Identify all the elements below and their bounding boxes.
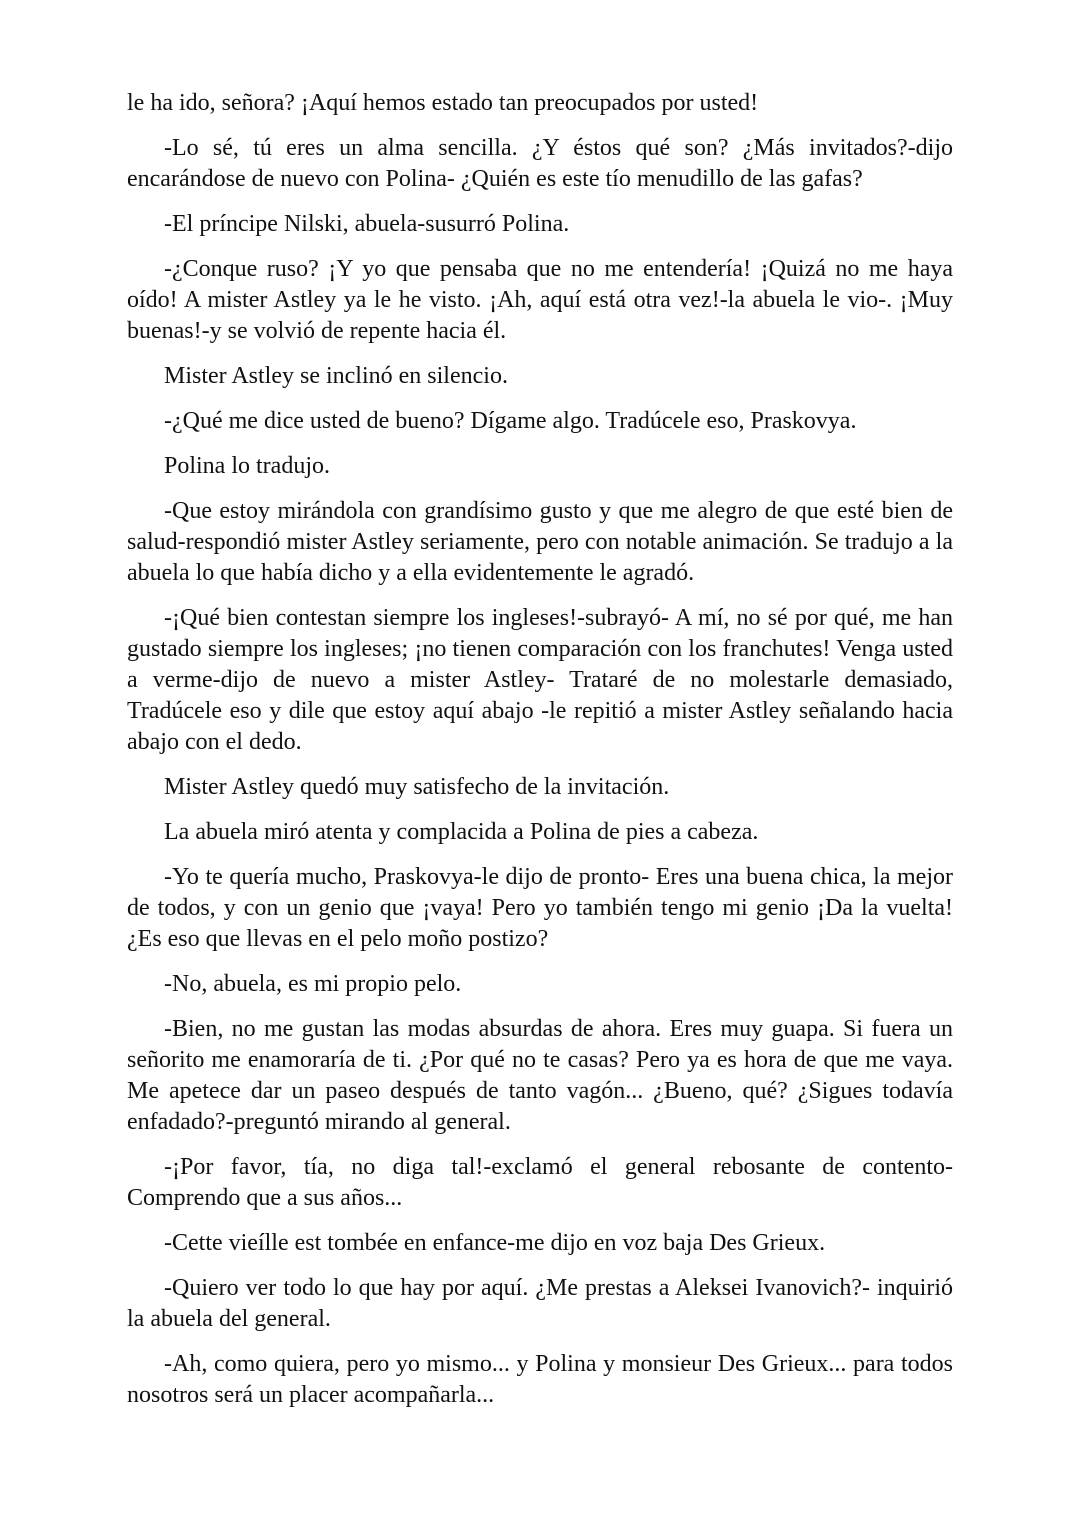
paragraph: -Yo te quería mucho, Praskovya-le dijo de pronto- Eres una buena chica, la mejor de todos, y con un genio que ¡vaya! Pero yo también tengo mi genio ¡Da la vuelta! ¿Es eso que llevas en el pelo moño postizo? — [127, 864, 953, 952]
paragraph: -¿Qué me dice usted de bueno? Dígame algo. Tradúcele eso, Praskovya. — [164, 408, 857, 434]
paragraph: -Lo sé, tú eres un alma sencilla. ¿Y éstos qué son? ¿Más invitados?-dijo encarándose de nuevo con Polina- ¿Quién es este tío menudillo de las gafas? — [127, 135, 953, 192]
paragraph: -No, abuela, es mi propio pelo. — [164, 971, 462, 997]
paragraph: le ha ido, señora? ¡Aquí hemos estado tan preocupados por usted! — [127, 90, 759, 116]
paragraph: -Quiero ver todo lo que hay por aquí. ¿Me prestas a Aleksei Ivanovich?- inquirió la abuela del general. — [127, 1275, 953, 1332]
paragraph: -Cette vieílle est tombée en enfance-me dijo en voz baja Des Grieux. — [164, 1230, 826, 1256]
paragraph: La abuela miró atenta y complacida a Polina de pies a cabeza. — [164, 819, 759, 845]
paragraph: -Ah, como quiera, pero yo mismo... y Polina y monsieur Des Grieux... para todos nosotros será un placer acompañarla... — [127, 1351, 953, 1408]
paragraph: Mister Astley se inclinó en silencio. — [164, 363, 508, 389]
paragraph: Polina lo tradujo. — [164, 453, 330, 479]
paragraph: -Que estoy mirándola con grandísimo gusto y que me alegro de que esté bien de salud-respondió mister Astley seriamente, pero con notable animación. Se tradujo a la abuela lo que había dicho y a ella evidentemente le agradó. — [127, 498, 953, 586]
paragraph: Mister Astley quedó muy satisfecho de la invitación. — [164, 774, 670, 800]
document-page — [127, 88, 953, 1425]
paragraph: -¡Qué bien contestan siempre los ingleses!-subrayó- A mí, no sé por qué, me han gustado siempre los ingleses; ¡no tienen comparación con los franchutes! Venga usted a verme-dijo de nuevo a mister Astley- Trataré de no molestarle demasiado, Tradúcele eso y dile que estoy aquí abajo -le repitió a mister Astley señalando hacia abajo con el dedo. — [127, 605, 953, 755]
paragraph: -El príncipe Nilski, abuela-susurró Polina. — [164, 211, 570, 237]
paragraph: -¡Por favor, tía, no diga tal!-exclamó el general rebosante de contento- Comprendo que a sus años... — [127, 1154, 953, 1211]
paragraph: -Bien, no me gustan las modas absurdas de ahora. Eres muy guapa. Si fuera un señorito me enamoraría de ti. ¿Por qué no te casas? Pero ya es hora de que me vaya. Me apetece dar un paseo después de tanto vagón... ¿Bueno, qué? ¿Sigues todavía enfadado?-preguntó mirando al general. — [127, 1016, 953, 1135]
paragraph: -¿Conque ruso? ¡Y yo que pensaba que no me entendería! ¡Quizá no me haya oído! A mister Astley ya le he visto. ¡Ah, aquí está otra vez!-la abuela le vio-. ¡Muy buenas!-y se volvió de repente hacia él. — [127, 256, 953, 344]
